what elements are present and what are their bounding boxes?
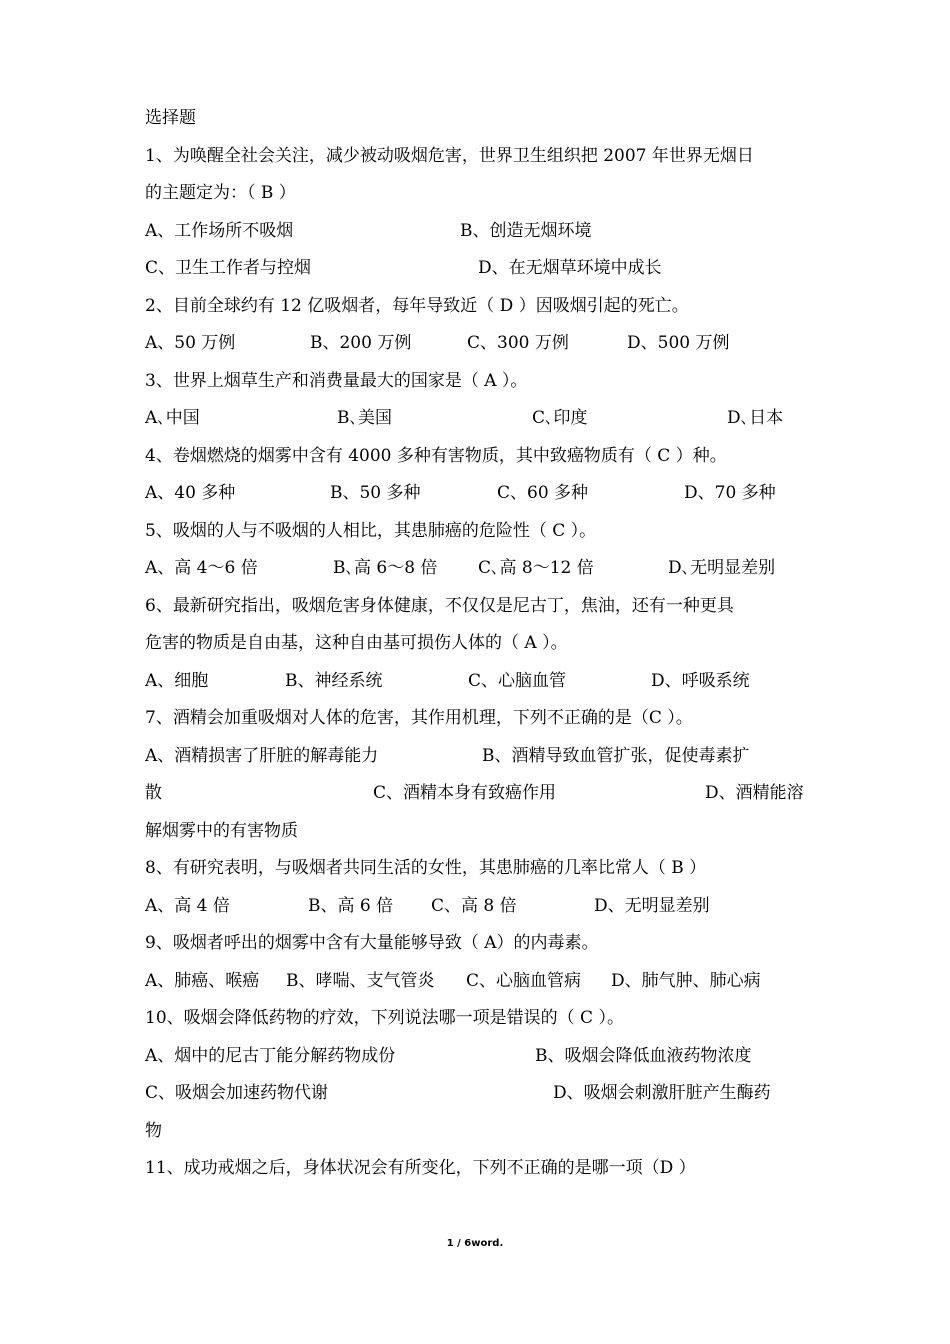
question-1-line-2: 的主题定为：（ B ） [145, 183, 296, 203]
question-7: 7、酒精会加重吸烟对人体的危害，其作用机理，下列不正确的是（C ）。 [145, 708, 693, 728]
option-c: C､印度 [532, 408, 588, 428]
option-b-continued: 散 [145, 783, 162, 803]
question-7-options-row-1 [145, 738, 810, 776]
option-a: A、50 万例 [145, 333, 236, 353]
question-1-line-1: 1、为唤醒全社会关注，减少被动吸烟危害，世界卫生组织把 2007 年世界无烟日 [145, 145, 754, 166]
option-c: C、60 多种 [497, 483, 589, 503]
question-10-options-row-1 [145, 1038, 810, 1076]
question-2-options [145, 325, 810, 363]
option-c: C、高 8 倍 [431, 895, 517, 916]
option-d: D、无明显差别 [594, 895, 710, 916]
option-c: C、心脑血管 [468, 670, 567, 691]
question-7-option-d-continued: 解烟雾中的有害物质 [145, 820, 298, 841]
option-a: A、酒精损害了肝脏的解毒能力 [145, 745, 379, 766]
option-c: C、吸烟会加速药物代谢 [145, 1083, 329, 1103]
option-c: C、300 万例 [467, 333, 569, 353]
option-b: B、50 多种 [330, 483, 421, 503]
question-8-options [145, 888, 810, 926]
option-a: A、细胞 [145, 670, 209, 691]
option-b: B、吸烟会降低血液药物浓度 [535, 1045, 752, 1066]
option-a: A、工作场所不吸烟 [145, 220, 294, 241]
option-d: D、肺气肿、肺心病 [611, 970, 761, 991]
question-9-options [145, 963, 810, 1001]
question-8: 8、有研究表明，与吸烟者共同生活的女性，其患肺癌的几率比常人（ B ） [145, 858, 707, 878]
option-d: D、500 万例 [627, 333, 730, 353]
question-10-options-row-2 [145, 1075, 810, 1113]
option-c: C、卫生工作者与控烟 [145, 258, 312, 278]
question-2: 2、目前全球约有 12 亿吸烟者，每年导致近（ D ）因吸烟引起的死亡。 [145, 295, 689, 316]
question-4: 4、卷烟燃烧的烟雾中含有 4000 多种有害物质，其中致癌物质有（ C ）种。 [145, 445, 727, 466]
question-1-options-row-2 [145, 250, 810, 288]
question-1-options-row-1 [145, 213, 810, 251]
option-b: B、高 6 倍 [308, 895, 394, 916]
question-6-options [145, 663, 810, 701]
question-9: 9、吸烟者呼出的烟雾中含有大量能够导致（ A）的内毒素。 [145, 933, 599, 953]
option-b: B、神经系统 [285, 670, 383, 691]
page-footer: 1 / 6word. [446, 1238, 504, 1249]
question-5-options [145, 550, 810, 588]
question-10-option-d-continued: 物 [145, 1120, 162, 1141]
option-b: B、酒精导致血管扩张，促使毒素扩 [482, 745, 750, 766]
option-d: D、呼吸系统 [651, 670, 750, 691]
option-a: A、肺癌、喉癌 [145, 970, 260, 991]
option-b: B、哮喘、支气管炎 [286, 970, 435, 991]
question-10: 10、吸烟会降低药物的疗效，下列说法哪一项是错误的（ C ）。 [145, 1008, 624, 1028]
option-d: D､无明显差别 [668, 558, 776, 578]
option-c: C、酒精本身有致癌作用 [373, 783, 557, 803]
option-a: A、40 多种 [145, 483, 236, 503]
option-b: B、创造无烟环境 [460, 220, 592, 241]
option-d: D、吸烟会刺激肝脏产生酶药 [553, 1083, 771, 1103]
option-b: B､美国 [337, 408, 392, 428]
option-b: B､高 6～8 倍 [333, 558, 438, 578]
option-d: D､日本 [727, 408, 784, 428]
question-6-line-1: 6、最新研究指出，吸烟危害身体健康，不仅仅是尼古丁，焦油，还有一种更具 [145, 595, 734, 616]
question-list [145, 100, 810, 1188]
section-heading: 选择题 [145, 108, 196, 128]
option-c: C､高 8～12 倍 [478, 558, 594, 578]
question-3: 3、世界上烟草生产和消费量最大的国家是（ A ）。 [145, 370, 528, 391]
option-a: A､中国 [145, 408, 200, 428]
question-3-options [145, 400, 810, 438]
option-d: D、70 多种 [684, 483, 776, 503]
option-d: D、在无烟草环境中成长 [478, 258, 662, 278]
option-d: D、酒精能溶 [705, 783, 804, 803]
option-a: A、高 4～6 倍 [145, 558, 258, 578]
option-a: A、高 4 倍 [145, 895, 230, 916]
option-c: C、心脑血管病 [466, 970, 582, 991]
question-7-options-row-2 [145, 775, 810, 813]
question-11: 11、成功戒烟之后，身体状况会有所变化，下列不正确的是哪一项（D ） [145, 1158, 696, 1178]
option-a: A、烟中的尼古丁能分解药物成份 [145, 1045, 396, 1066]
question-6-line-2: 危害的物质是自由基，这种自由基可损伤人体的（ A ）。 [145, 633, 568, 653]
question-5: 5、吸烟的人与不吸烟的人相比，其患肺癌的危险性（ C ）。 [145, 520, 597, 541]
question-4-options [145, 475, 810, 513]
option-b: B、200 万例 [310, 333, 412, 353]
